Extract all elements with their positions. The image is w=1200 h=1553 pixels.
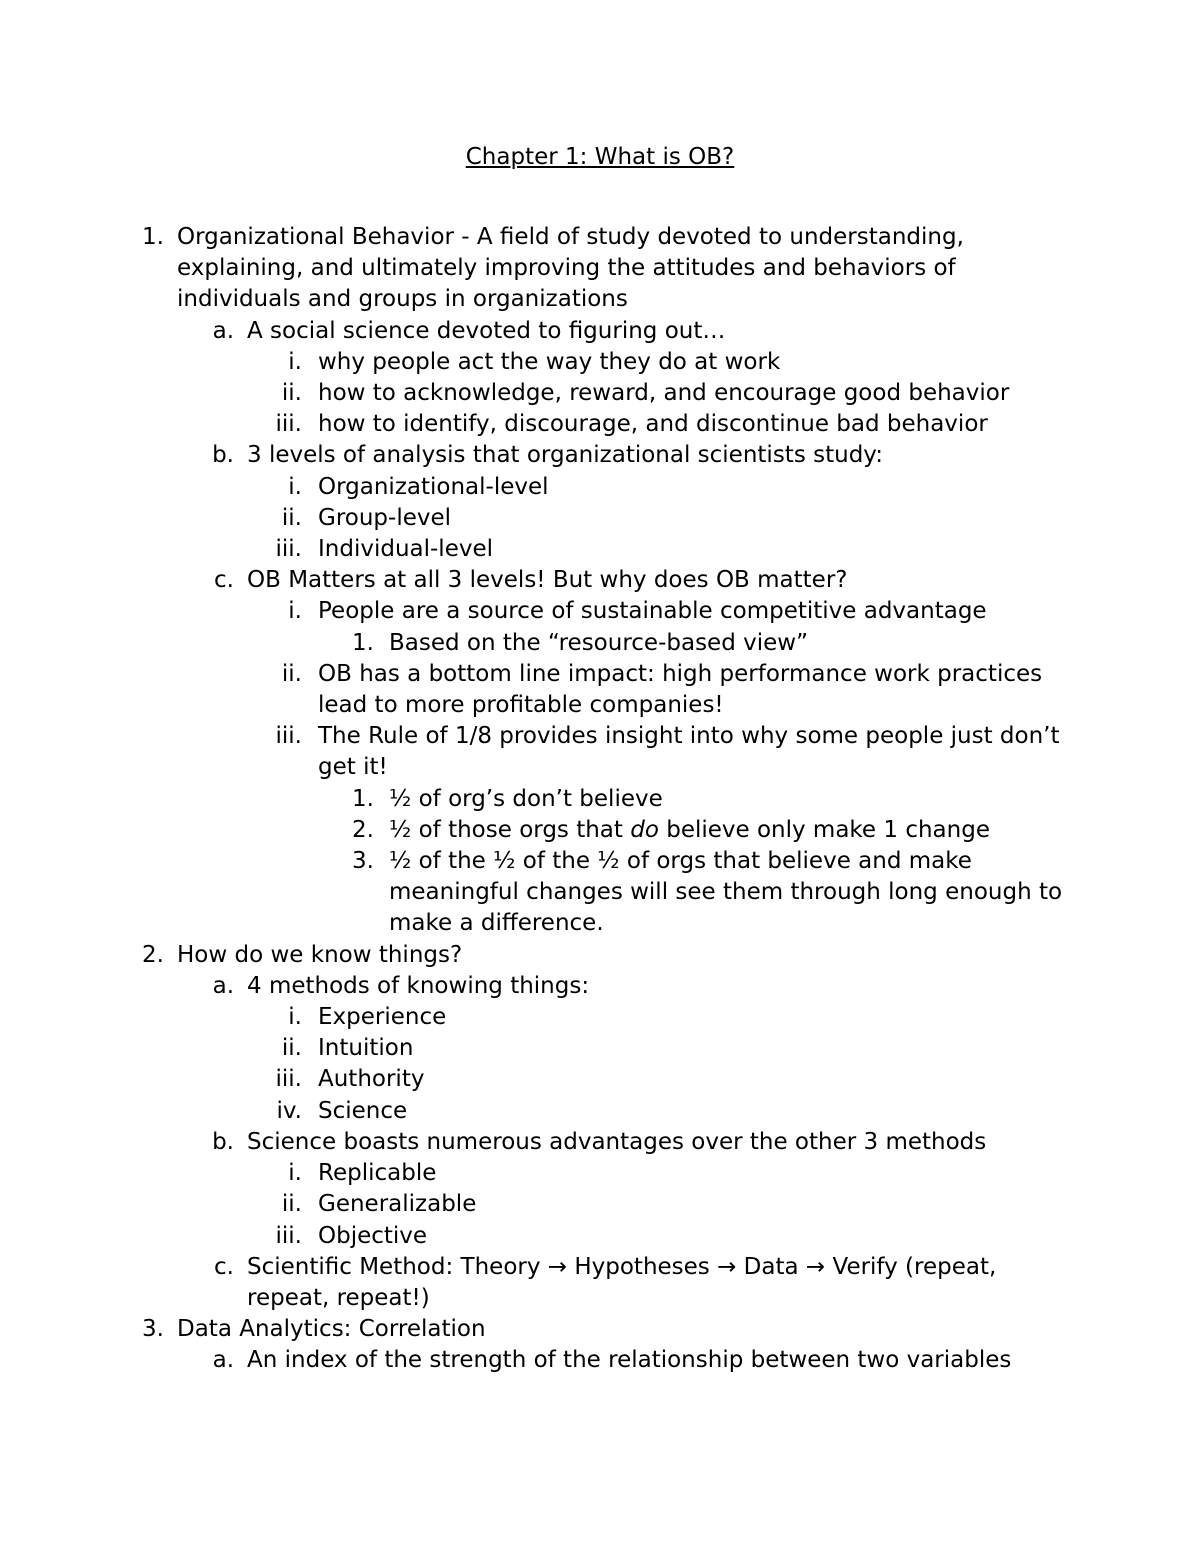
list-item — [0, 378, 1200, 409]
list-item-text: Organizational-level — [318, 473, 549, 500]
page-title: Chapter 1: What is OB? — [465, 144, 735, 170]
list-item-text: How do we know things? — [177, 941, 463, 968]
text-run: ½ of those orgs that — [389, 816, 631, 843]
list-item-text: how to acknowledge, reward, and encourage good behavior — [318, 380, 1010, 407]
list-item-text: ½ of the ½ of the ½ of orgs that believe and make meaningful changes will see them through long enough to make a difference. — [389, 848, 1063, 937]
list-item-text: Science — [318, 1097, 408, 1124]
list-marker: ii. — [281, 1035, 302, 1062]
list-item-text: OB has a bottom line impact: high performance work practices lead to more profitable companies! — [318, 660, 1043, 719]
list-item — [0, 1158, 1200, 1189]
list-marker: 1. — [142, 224, 164, 250]
list-item-text: Replicable — [318, 1160, 437, 1187]
list-item — [0, 940, 1200, 971]
list-marker: a. — [212, 1347, 234, 1374]
list-item — [0, 1033, 1200, 1064]
list-item-text: Experience — [318, 1004, 447, 1031]
list-item-text: A social science devoted to figuring out… — [247, 317, 726, 344]
list-marker: iv. — [276, 1097, 302, 1124]
list-marker: ii. — [281, 504, 302, 531]
list-item — [0, 347, 1200, 378]
list-marker: i. — [288, 1004, 302, 1031]
list-item — [0, 472, 1200, 503]
list-item — [0, 534, 1200, 565]
list-marker: ii. — [281, 380, 302, 407]
list-item-text — [389, 815, 1069, 846]
list-item — [0, 721, 1200, 783]
list-marker: iii. — [275, 723, 302, 750]
list-marker: a. — [212, 972, 234, 999]
list-marker: ii. — [281, 1191, 302, 1218]
list-item-text: ½ of org’s don’t believe — [389, 785, 663, 812]
list-item — [0, 1127, 1200, 1158]
list-item — [0, 1252, 1200, 1314]
list-item-text: Group-level — [318, 504, 452, 531]
list-marker: 3. — [352, 848, 374, 875]
list-marker: ii. — [281, 660, 302, 687]
list-item-text: Organizational Behavior - A field of study devoted to understanding, explaining, and ultimately improving the attitudes and behaviors of individuals and groups in organizations — [177, 224, 964, 313]
list-item-text: Generalizable — [318, 1191, 477, 1218]
list-marker: 1. — [352, 629, 374, 656]
list-marker: i. — [288, 1160, 302, 1187]
list-marker: 1. — [352, 785, 374, 812]
list-item — [0, 846, 1200, 940]
list-item — [0, 409, 1200, 440]
list-item — [0, 784, 1200, 815]
list-marker: c. — [214, 1253, 234, 1280]
list-item — [0, 815, 1200, 846]
list-item-text: 3 levels of analysis that organizational scientists study: — [247, 442, 883, 469]
list-item-text: Authority — [318, 1066, 425, 1093]
list-item — [0, 503, 1200, 534]
outline-list — [0, 222, 1200, 1377]
list-item — [0, 1096, 1200, 1127]
list-marker: 3. — [142, 1316, 164, 1343]
list-item — [0, 596, 1200, 627]
list-item-text: Science boasts numerous advantages over the other 3 methods — [247, 1128, 987, 1155]
list-item — [0, 1002, 1200, 1033]
list-marker: iii. — [275, 1066, 302, 1093]
list-item — [0, 1064, 1200, 1095]
list-item-text: Scientific Method: Theory → Hypotheses → Data → Verify (repeat, repeat, repeat!) — [247, 1253, 997, 1311]
list-item-text: The Rule of 1/8 provides insight into why some people just don’t get it! — [318, 723, 1060, 781]
list-marker: 2. — [352, 816, 374, 843]
list-item-text: An index of the strength of the relationship between two variables — [247, 1347, 1012, 1374]
list-item — [0, 628, 1200, 659]
list-item — [0, 440, 1200, 471]
list-item-text: Objective — [318, 1222, 428, 1249]
list-item — [0, 1221, 1200, 1252]
list-marker: iii. — [275, 411, 302, 438]
list-marker: 2. — [142, 941, 164, 968]
list-marker: i. — [288, 348, 302, 375]
list-marker: c. — [214, 567, 234, 594]
text-run: believe only make 1 change — [658, 816, 990, 843]
list-marker: iii. — [275, 1222, 302, 1249]
list-item-text: Intuition — [318, 1035, 414, 1062]
list-marker: i. — [288, 598, 302, 625]
emphasized-text: do — [630, 816, 659, 843]
list-item-text: OB Matters at all 3 levels! But why does OB matter? — [247, 567, 848, 594]
list-item-text: 4 methods of knowing things: — [247, 972, 590, 999]
list-item — [0, 971, 1200, 1002]
list-item-text: People are a source of sustainable competitive advantage — [318, 598, 987, 625]
list-item — [0, 316, 1200, 347]
list-item-text: Individual-level — [318, 536, 494, 563]
list-marker: i. — [288, 473, 302, 500]
list-item-text: why people act the way they do at work — [318, 348, 781, 375]
list-item — [0, 1345, 1200, 1376]
list-item-text: Based on the “resource-based view” — [389, 629, 808, 656]
list-item-text: how to identify, discourage, and discontinue bad behavior — [318, 411, 988, 438]
list-item-text: Data Analytics: Correlation — [177, 1316, 486, 1343]
list-marker: b. — [212, 1128, 234, 1155]
list-item — [0, 659, 1200, 721]
list-marker: a. — [212, 317, 234, 344]
list-item — [0, 565, 1200, 596]
list-marker: b. — [212, 442, 234, 469]
list-item — [0, 222, 1200, 316]
list-item — [0, 1314, 1200, 1345]
list-marker: iii. — [275, 536, 302, 563]
list-item — [0, 1189, 1200, 1220]
